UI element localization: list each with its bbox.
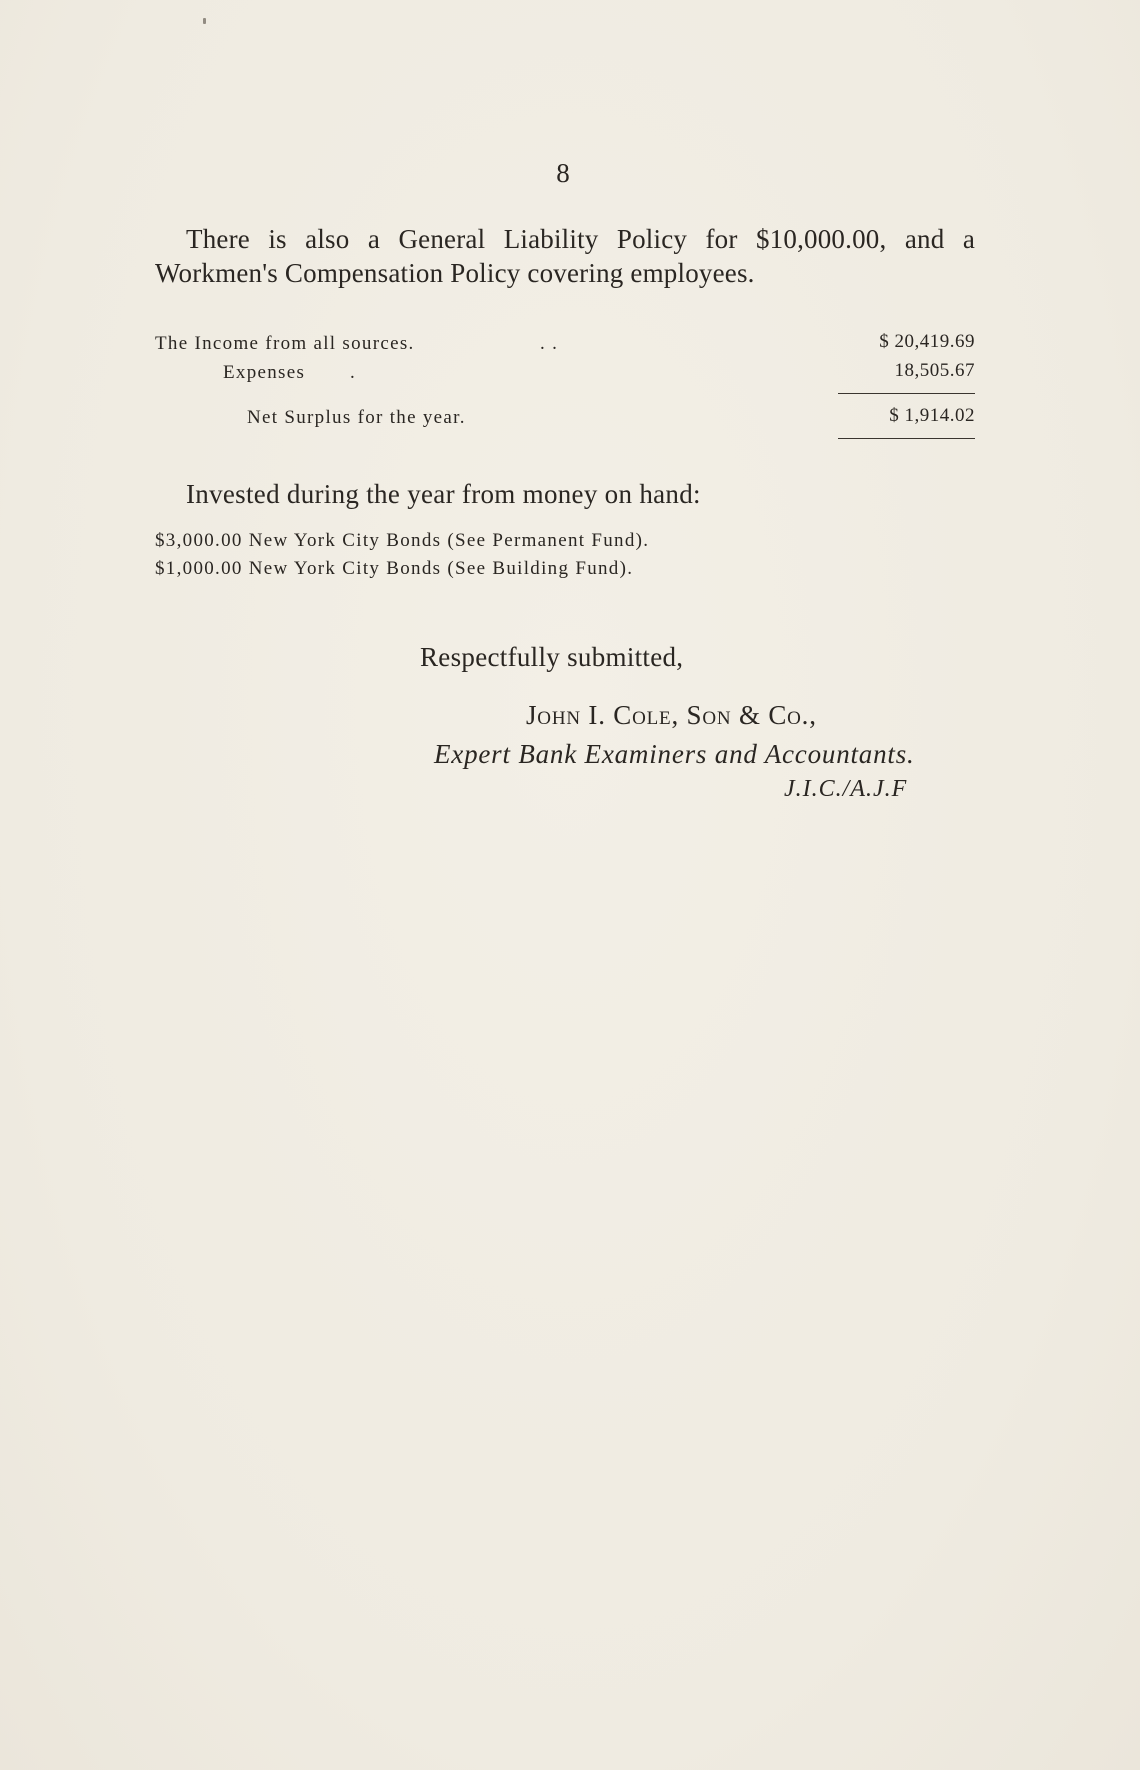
expenses-amount: 18,505.67 <box>894 360 975 381</box>
invested-item: $1,000.00 New York City Bonds (See Building Fund). <box>155 558 634 579</box>
closing-line: Respectfully submitted, <box>420 642 684 672</box>
surplus-amount: $ 1,914.02 <box>889 405 975 426</box>
invested-heading: Invested during the year from money on hand: <box>186 479 701 509</box>
ink-speck <box>203 18 206 24</box>
subtotal-rule <box>838 393 975 394</box>
income-leader: . . <box>540 333 559 354</box>
invested-item: $3,000.00 New York City Bonds (See Permanent Fund). <box>155 530 650 551</box>
firm-title: Expert Bank Examiners and Accountants. <box>434 739 915 769</box>
surplus-label: Net Surplus for the year. <box>247 407 466 428</box>
expenses-label: Expenses <box>223 362 306 383</box>
income-label: The Income from all sources. <box>155 333 415 354</box>
page-number: 8 <box>556 158 571 188</box>
initials: J.I.C./A.J.F <box>784 776 908 802</box>
intro-paragraph: There is also a General Liability Policy for $10,000.00, and a Workmen's Compensation Policy covering employees. <box>155 224 975 288</box>
expenses-leader: . <box>350 362 357 383</box>
income-amount: $ 20,419.69 <box>879 331 975 352</box>
total-rule <box>838 438 975 439</box>
firm-name: John I. Cole, Son & Co., <box>526 700 817 730</box>
